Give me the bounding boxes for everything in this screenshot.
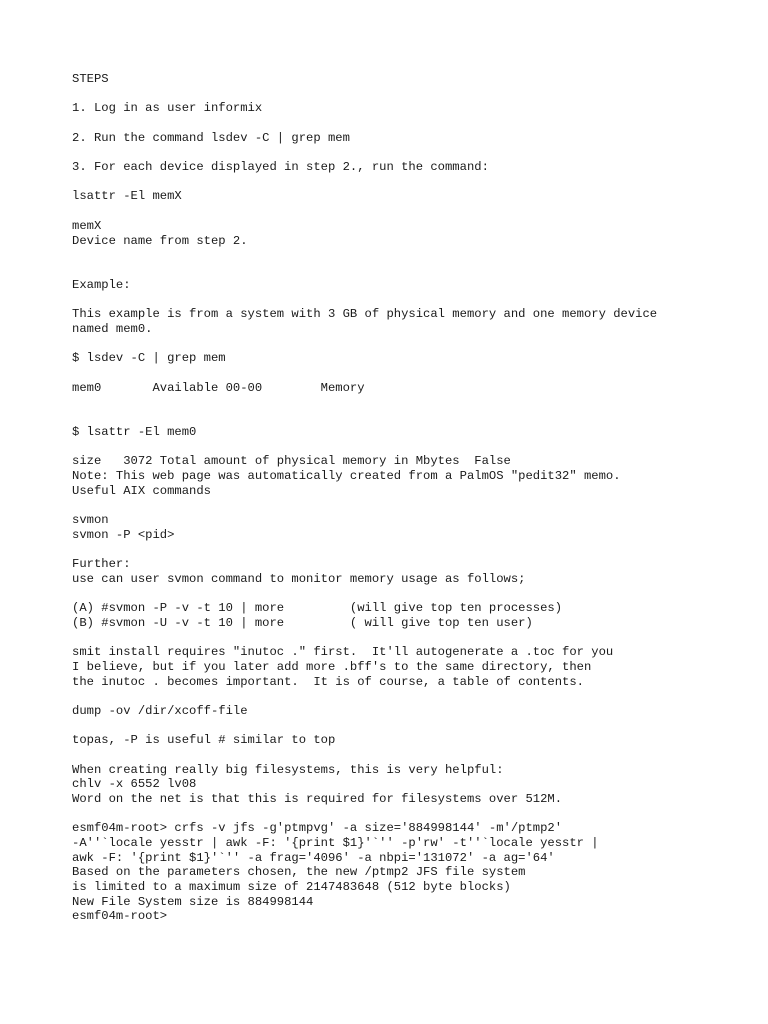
step-3: 3. For each device displayed in step 2., run the command: xyxy=(72,160,489,174)
lsattr-example-command: $ lsattr -El mem0 xyxy=(72,425,197,439)
memx-term: memX xyxy=(72,219,102,233)
palmos-note: Note: This web page was automatically created from a PalmOS "pedit32" memo. xyxy=(72,469,621,483)
example-description: This example is from a system with 3 GB of physical memory and one memory device xyxy=(72,307,658,321)
svmon-description: use can user svmon command to monitor memory usage as follows; xyxy=(72,572,526,586)
example-description-cont: named mem0. xyxy=(72,322,153,336)
svmon-command: svmon xyxy=(72,513,109,527)
svmon-pid-command: svmon -P <pid> xyxy=(72,528,175,542)
crfs-output-line-1: Based on the parameters chosen, the new /ptmp2 JFS file system xyxy=(72,865,526,879)
lsattr-example-output: size 3072 Total amount of physical memory in Mbytes False xyxy=(72,454,511,468)
further-heading: Further: xyxy=(72,557,131,571)
svmon-option-b: (B) #svmon -U -v -t 10 | more ( will give top ten user) xyxy=(72,616,533,630)
crfs-output-line-2: is limited to a maximum size of 2147483648 (512 byte blocks) xyxy=(72,880,511,894)
crfs-command-line-2: -A''`locale yesstr | awk -F: '{print $1}'`'' -p'rw' -t''`locale yesstr | xyxy=(72,836,599,850)
inutoc-note-line-2: I believe, but if you later add more .bff's to the same directory, then xyxy=(72,660,592,674)
lsattr-command: lsattr -El memX xyxy=(72,189,182,203)
crfs-command-line-1: esmf04m-root> crfs -v jfs -g'ptmpvg' -a size='884998144' -m'/ptmp2' xyxy=(72,821,563,835)
svmon-option-a: (A) #svmon -P -v -t 10 | more (will give top ten processes) xyxy=(72,601,563,615)
inutoc-note-line-1: smit install requires "inutoc ." first. It'll autogenerate a .toc for you xyxy=(72,645,614,659)
step-1: 1. Log in as user informix xyxy=(72,101,263,115)
shell-prompt: esmf04m-root> xyxy=(72,909,168,923)
lsdev-example-command: $ lsdev -C | grep mem xyxy=(72,351,226,365)
aix-commands-heading: Useful AIX commands xyxy=(72,484,211,498)
lsdev-example-output: mem0 Available 00-00 Memory xyxy=(72,381,365,395)
topas-note: topas, -P is useful # similar to top xyxy=(72,733,336,747)
filesystem-note: When creating really big filesystems, this is very helpful: xyxy=(72,763,504,777)
memx-definition: Device name from step 2. xyxy=(72,234,248,248)
inutoc-note-line-3: the inutoc . becomes important. It is of course, a table of contents. xyxy=(72,675,584,689)
example-heading: Example: xyxy=(72,278,131,292)
crfs-command-line-3: awk -F: '{print $1}'`'' -a frag='4096' -a nbpi='131072' -a ag='64' xyxy=(72,851,555,865)
dump-command: dump -ov /dir/xcoff-file xyxy=(72,704,248,718)
chlv-command: chlv -x 6552 lv08 xyxy=(72,777,197,791)
chlv-note: Word on the net is that this is required for filesystems over 512M. xyxy=(72,792,563,806)
crfs-output-line-3: New File System size is 884998144 xyxy=(72,895,314,909)
step-2: 2. Run the command lsdev -C | grep mem xyxy=(72,131,350,145)
steps-heading: STEPS xyxy=(72,72,109,86)
